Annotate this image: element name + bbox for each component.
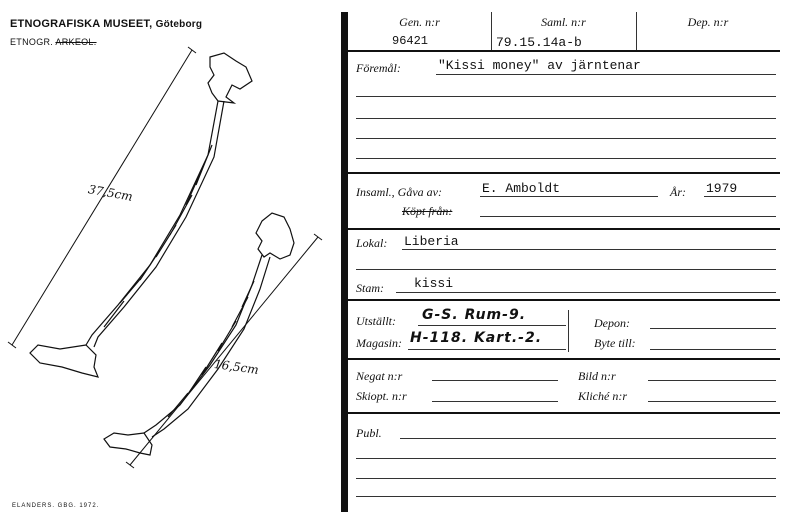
rule <box>648 380 776 381</box>
rule <box>432 380 558 381</box>
measure-label-short: 16,5cm <box>213 356 260 378</box>
rule <box>356 118 776 119</box>
catalog-card <box>348 12 780 512</box>
museum-name <box>10 18 202 30</box>
magasin-label: Magasin: <box>356 336 402 350</box>
divider <box>568 310 569 352</box>
rule <box>650 349 776 350</box>
rule <box>418 325 566 326</box>
saml-nr-label: Saml. n:r <box>541 15 586 29</box>
museum-title: ETNOGRAFISKA MUSEET, <box>10 18 153 30</box>
rule <box>480 196 658 197</box>
rule <box>356 269 776 270</box>
rule <box>356 138 776 139</box>
foremal-value: "Kissi money" av järntenar <box>438 58 641 73</box>
rule <box>356 478 776 479</box>
rule <box>348 299 780 301</box>
measure-label-long: 37,5cm <box>87 182 134 204</box>
rule <box>348 228 780 230</box>
kliche-label: Kliché n:r <box>578 389 627 403</box>
bild-label: Bild n:r <box>578 369 616 383</box>
negat-label: Negat n:r <box>356 369 403 383</box>
object-drawing <box>0 45 340 505</box>
skiopt-label: Skiopt. n:r <box>356 389 407 403</box>
rule <box>356 158 776 159</box>
rule <box>348 50 780 52</box>
dep-nr-label: Dep. n:r <box>687 15 729 29</box>
gen-nr-label: Gen. n:r <box>399 15 440 29</box>
rule <box>432 401 558 402</box>
card-spine <box>341 12 348 512</box>
rule <box>480 216 776 217</box>
ar-value: 1979 <box>706 181 738 196</box>
insaml-label: Insaml., Gåva av: <box>356 185 442 199</box>
publ-label: Publ. <box>356 426 382 440</box>
depon-label: Depon: <box>594 316 630 330</box>
stam-label: Stam: <box>356 281 384 295</box>
museum-city: Göteborg <box>155 19 203 30</box>
utstallt-label: Utställt: <box>356 314 397 328</box>
kissi-money-long <box>30 53 252 377</box>
department-active: ETNOGR. <box>10 37 54 47</box>
rule <box>348 412 780 414</box>
stam-value: kissi <box>414 276 454 291</box>
rule <box>704 196 776 197</box>
rule <box>402 249 776 250</box>
rule <box>648 401 776 402</box>
rule <box>650 328 776 329</box>
rule <box>400 438 776 439</box>
rule <box>356 458 776 459</box>
utstallt-value: G-S. Rum-9. <box>422 307 527 323</box>
byte-label: Byte till: <box>594 336 636 350</box>
ar-label: År: <box>670 185 686 199</box>
kissi-money-short <box>104 213 294 455</box>
insaml-value: E. Amboldt <box>482 181 561 196</box>
rule <box>408 349 566 350</box>
kopt-label: Köpt från: <box>402 204 453 218</box>
saml-nr-value: 79.15.14a-b <box>496 35 582 50</box>
rule <box>436 74 776 75</box>
printer-imprint: ELANDERS. GBG. 1972. <box>12 503 100 509</box>
department-struck: ARKEOL. <box>55 37 97 47</box>
lokal-label: Lokal: <box>356 236 388 250</box>
lokal-value: Liberia <box>404 234 459 249</box>
rule <box>348 358 780 360</box>
rule <box>396 292 776 293</box>
rule <box>356 496 776 497</box>
rule <box>356 96 776 97</box>
foremal-label: Föremål: <box>356 61 401 75</box>
magasin-value: H-118. Kart.-2. <box>410 330 543 346</box>
measure-line-short <box>130 237 318 465</box>
rule <box>348 172 780 174</box>
gen-nr-value: 96421 <box>392 34 429 48</box>
